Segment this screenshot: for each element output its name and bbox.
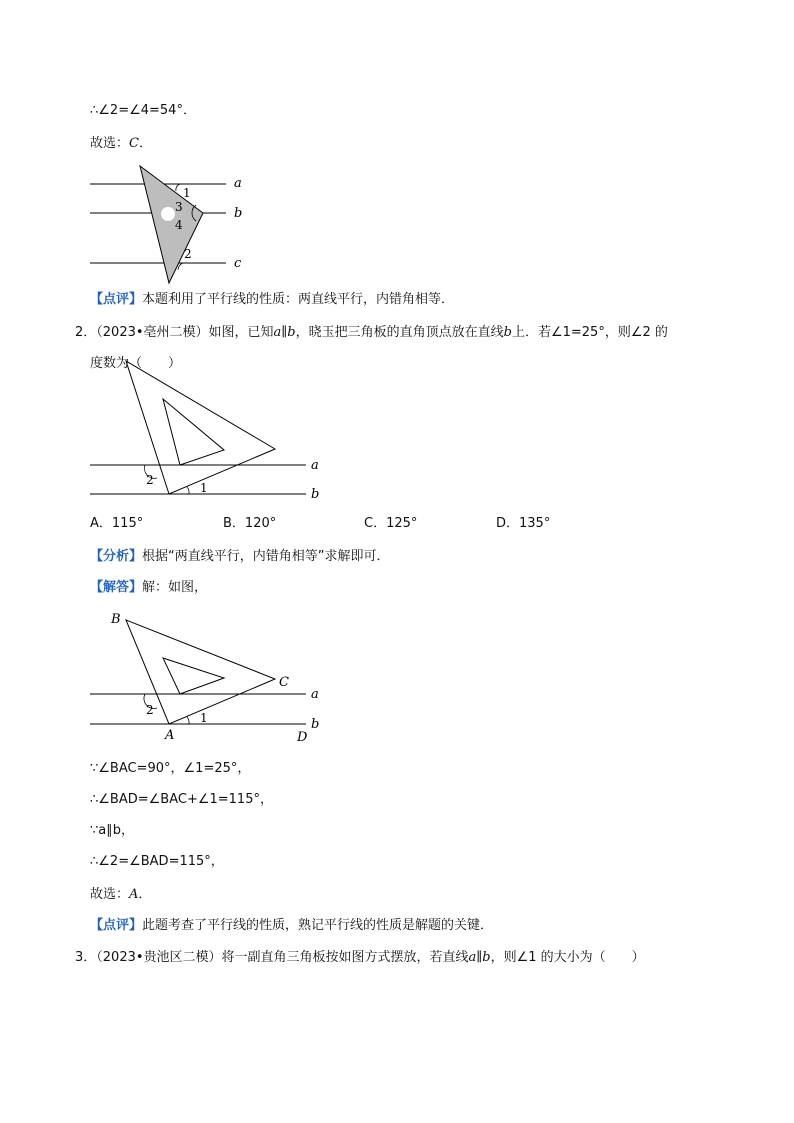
- q2-option-d: D．135°: [496, 516, 551, 531]
- q2-answer-prefix: 故选：: [90, 887, 130, 902]
- q2-stem-b: b: [503, 325, 512, 340]
- q2s-point-a: A: [165, 728, 175, 743]
- q1-step: ∴∠2=∠4=54°．: [90, 103, 196, 118]
- q2-step-2: ∴∠BAD=∠BAC+∠1=115°，: [90, 792, 273, 807]
- q1-label-c: c: [234, 256, 242, 271]
- q2-solution-tag: 【解答】: [90, 580, 143, 595]
- q2-step-3: ∵a∥b，: [90, 823, 134, 838]
- q1-label-b: b: [234, 206, 243, 221]
- q2-answer-line: [90, 885, 151, 905]
- q2-number: 2．: [75, 325, 97, 340]
- q2-option-a: A．115°: [90, 516, 144, 531]
- q2-option-c: C．125°: [364, 516, 418, 531]
- q1-answer: C: [129, 136, 139, 151]
- q2s-label-2: 2: [146, 703, 154, 717]
- q1-label-1: 1: [183, 186, 191, 200]
- q2-stem-part3: 上．若∠1=25°，则∠2 的: [511, 325, 668, 340]
- q1-label-4: 4: [175, 218, 183, 232]
- q2-comment-text: 此题考查了平行线的性质，熟记平行线的性质是解题的关键．: [142, 918, 494, 933]
- q2s-point-d: D: [297, 730, 308, 745]
- q1-comment-tag: 【点评】: [90, 292, 143, 307]
- q2-label-a: a: [311, 458, 319, 473]
- q2-analysis-text: 根据“两直线平行，内错角相等”求解即可．: [142, 549, 390, 564]
- q2-analysis-tag: 【分析】: [90, 549, 143, 564]
- q2s-label-a: a: [311, 687, 319, 702]
- q2s-point-b: B: [111, 612, 121, 627]
- q1-answer-suffix: ．: [138, 136, 152, 151]
- q2-comment-tag: 【点评】: [90, 918, 143, 933]
- q1-answer-prefix: 故选：: [90, 136, 130, 151]
- q1-label-a: a: [234, 176, 242, 191]
- q2-answer: A: [129, 887, 139, 902]
- q2s-angle1-arc: [187, 717, 189, 724]
- q2-label-b: b: [311, 487, 320, 502]
- q2-stem-part1: （2023•亳州二模）如图，已知: [96, 325, 274, 340]
- q2s-label-b: b: [311, 717, 320, 732]
- q2-stem-part2: ，晓玉把三角板的直角顶点放在直线: [295, 325, 504, 340]
- q2-step-1: ∵∠BAC=90°，∠1=25°，: [90, 761, 251, 776]
- q3-number: 3．: [75, 950, 97, 965]
- q2s-label-1: 1: [200, 711, 208, 725]
- q2-comment: [90, 916, 493, 936]
- q2-step-4: ∴∠2=∠BAD=115°，: [90, 854, 224, 869]
- q3-stem-part1: （2023•贵池区二模）将一副直角三角板按如图方式摆放，若直线: [96, 950, 469, 965]
- q1-label-2: 2: [184, 247, 192, 261]
- q2s-point-c: C: [279, 675, 289, 690]
- q2-stem-rel: a∥b: [273, 325, 296, 340]
- q2-label-1: 1: [200, 481, 208, 495]
- q2-label-2: 2: [146, 473, 154, 487]
- q3-stem-rel: a∥b: [468, 950, 491, 965]
- q2-option-b: B．120°: [223, 516, 277, 531]
- q2s-triangle-inner: [163, 658, 224, 694]
- q1-label-3: 3: [175, 200, 183, 214]
- q3-stem: [75, 948, 645, 968]
- q1-comment-text: 本题利用了平行线的性质：两直线平行，内错角相等．: [142, 292, 455, 307]
- q2-stem-line2: 度数为（ ）: [90, 356, 182, 371]
- q3-stem-part2: ，则∠1 的大小为（ ）: [490, 950, 645, 965]
- q2-answer-suffix: ．: [138, 887, 152, 902]
- q2-solution-text: 解：如图，: [142, 580, 208, 595]
